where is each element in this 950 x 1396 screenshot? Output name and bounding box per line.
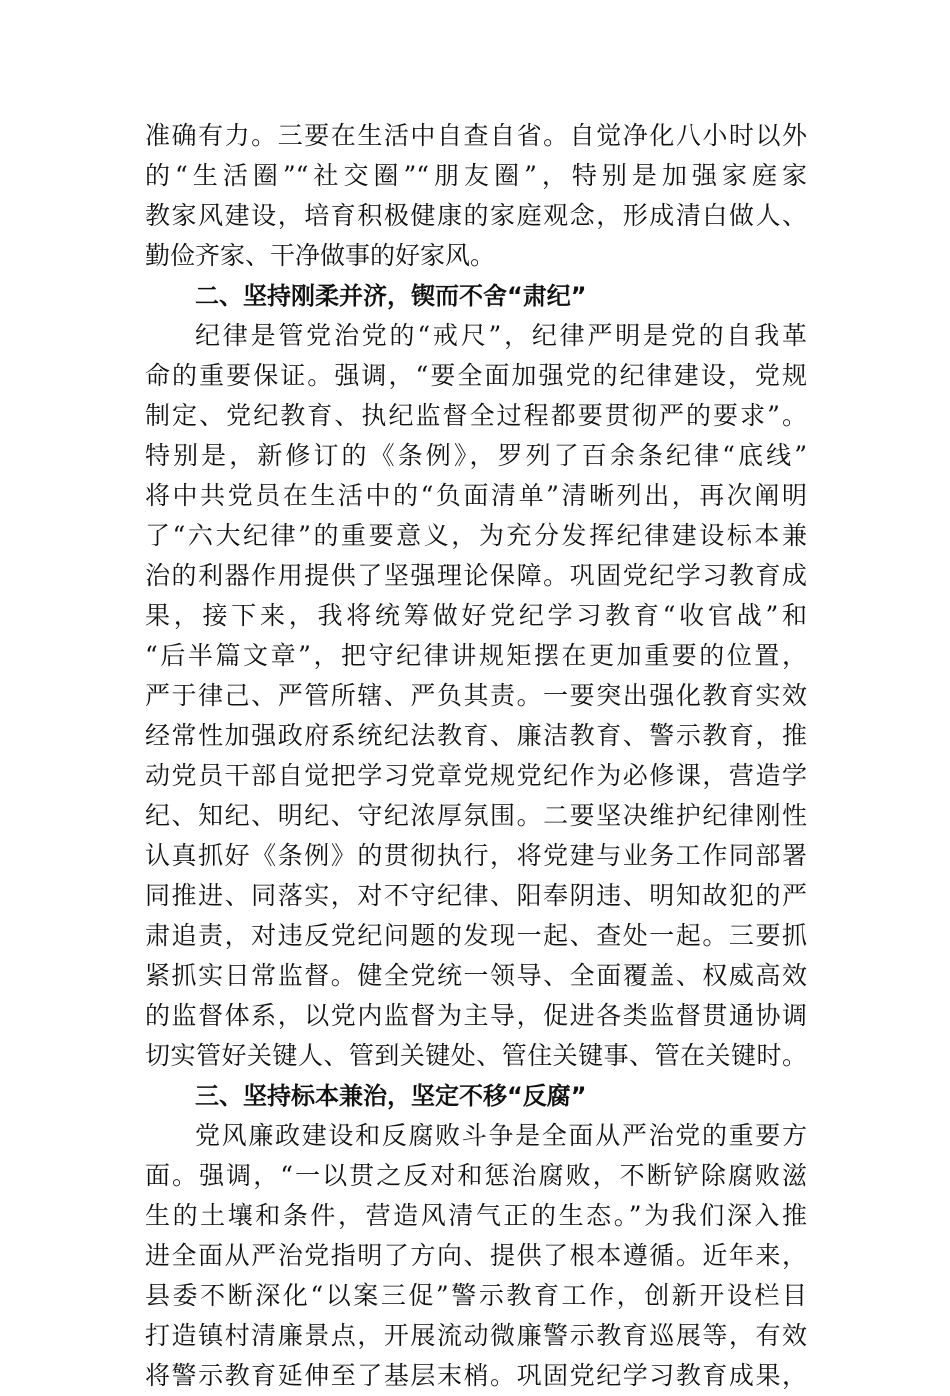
paragraph-line: 经常性加强政府系统纪法教育、廉洁教育、警示教育，推 bbox=[145, 721, 807, 750]
paragraph-line: 制定、党纪教育、执纪监督全过程都要贯彻严的要求”。 bbox=[145, 401, 807, 430]
paragraph-line: 治的利器作用提供了坚强理论保障。巩固党纪学习教育成 bbox=[145, 561, 807, 590]
paragraph-line: 将中共党员在生活中的“负面清单”清晰列出，再次阐明 bbox=[145, 481, 807, 510]
paragraph-line: 果，接下来，我将统筹做好党纪学习教育“收官战”和 bbox=[145, 601, 807, 630]
paragraph-first-line: 党风廉政建设和反腐败斗争是全面从严治党的重要方 bbox=[195, 1121, 807, 1150]
paragraph-line: 面。强调，“一以贯之反对和惩治腐败，不断铲除腐败滋 bbox=[145, 1161, 807, 1190]
section-heading: 三、坚持标本兼治，坚定不移“反腐” bbox=[195, 1082, 587, 1110]
paragraph-line: 肃追责，对违反党纪问题的发现一起、查处一起。三要抓 bbox=[145, 921, 807, 950]
paragraph-line: 纪、知纪、明纪、守纪浓厚氛围。二要坚决维护纪律刚性 bbox=[145, 801, 807, 830]
paragraph-line: 县委不断深化“以案三促”警示教育工作，创新开设栏目 bbox=[145, 1281, 807, 1310]
document-body bbox=[145, 116, 807, 1396]
paragraph-line: 准确有力。三要在生活中自查自省。自觉净化八小时以外 bbox=[145, 121, 807, 150]
paragraph-line: 命的重要保证。强调，“要全面加强党的纪律建设，党规 bbox=[145, 361, 807, 390]
paragraph-line: 的“生活圈”“社交圈”“朋友圈”，特别是加强家庭家 bbox=[145, 161, 807, 190]
paragraph-line: 教家风建设，培育积极健康的家庭观念，形成清白做人、 bbox=[145, 201, 807, 230]
paragraph-line: 生的土壤和条件，营造风清气正的生态。”为我们深入推 bbox=[145, 1201, 807, 1230]
paragraph-line: 严于律己、严管所辖、严负其责。一要突出强化教育实效 bbox=[145, 681, 807, 710]
paragraph-line: 进全面从严治党指明了方向、提供了根本遵循。近年来， bbox=[145, 1241, 807, 1270]
paragraph-first-line: 纪律是管党治党的“戒尺”，纪律严明是党的自我革 bbox=[195, 321, 807, 350]
paragraph-line: 同推进、同落实，对不守纪律、阳奉阴违、明知故犯的严 bbox=[145, 881, 807, 910]
paragraph-line: 勤俭齐家、干净做事的好家风。 bbox=[145, 241, 496, 270]
paragraph-line: 打造镇村清廉景点，开展流动微廉警示教育巡展等，有效 bbox=[145, 1321, 807, 1350]
paragraph-line: 特别是，新修订的《条例》，罗列了百余条纪律“底线” bbox=[145, 441, 807, 470]
section-heading: 二、坚持刚柔并济，锲而不舍“肃纪” bbox=[195, 282, 587, 310]
paragraph-line: 认真抓好《条例》的贯彻执行，将党建与业务工作同部署 bbox=[145, 841, 807, 870]
paragraph-line: 紧抓实日常监督。健全党统一领导、全面覆盖、权威高效 bbox=[145, 961, 807, 990]
paragraph-line: 将警示教育延伸至了基层末梢。巩固党纪学习教育成果， bbox=[145, 1361, 807, 1390]
paragraph-line: 动党员干部自觉把学习党章党规党纪作为必修课，营造学 bbox=[145, 761, 807, 790]
paragraph-line: 了“六大纪律”的重要意义，为充分发挥纪律建设标本兼 bbox=[145, 521, 807, 550]
paragraph-line: 的监督体系，以党内监督为主导，促进各类监督贯通协调 bbox=[145, 1001, 807, 1030]
paragraph-line: 切实管好关键人、管到关键处、管住关键事、管在关键时。 bbox=[145, 1041, 807, 1070]
paragraph-line: “后半篇文章”，把守纪律讲规矩摆在更加重要的位置， bbox=[145, 641, 807, 670]
